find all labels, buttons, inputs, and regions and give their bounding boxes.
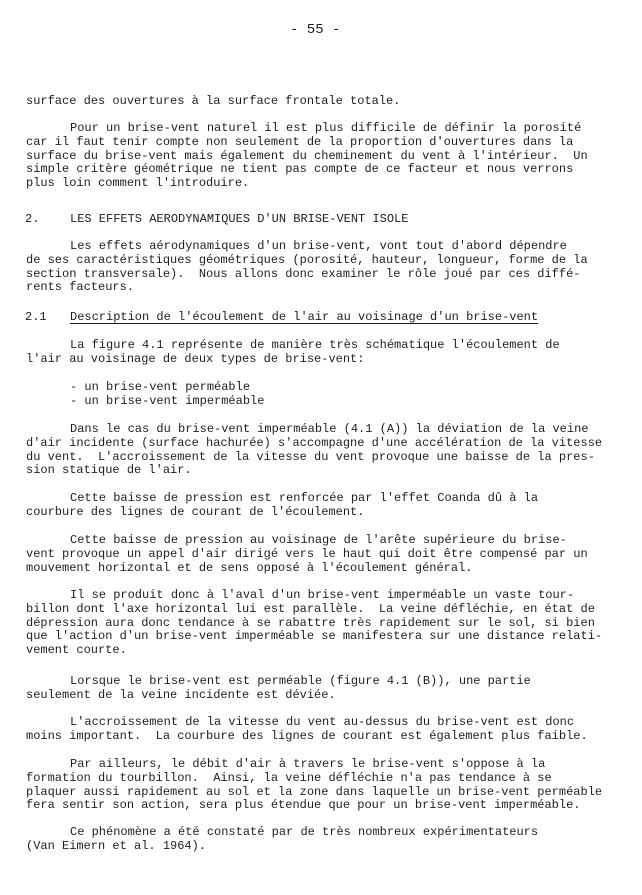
paragraph-line: plus loin comment l'introduire. bbox=[26, 176, 250, 191]
paragraph-line: de ses caractéristiques géométriques (porosité, hauteur, longueur, forme de la bbox=[26, 252, 588, 267]
paragraph-line: courbure des lignes de courant de l'écoulement. bbox=[26, 504, 365, 519]
paragraph-line: l'air au voisinage de deux types de brise-vent: bbox=[26, 351, 365, 366]
list-item: - un brise-vent perméable bbox=[70, 380, 251, 394]
paragraph-line: plaquer aussi rapidement au sol et la zone dans laquelle un brise-vent perméable bbox=[26, 784, 603, 799]
paragraph-line: vement courte. bbox=[26, 643, 127, 658]
paragraph-line: Cette baisse de pression est renforcée par l'effet Coanda dû à la bbox=[70, 491, 539, 505]
paragraph-line: dépression aura donc tendance à se rabattre très rapidement sur le sol, si bien bbox=[26, 615, 595, 630]
section-heading: LES EFFETS AERODYNAMIQUES D'UN BRISE-VENT ISOLE bbox=[70, 212, 409, 226]
paragraph-line: Il se produit donc à l'aval d'un brise-vent imperméable un vaste tour- bbox=[70, 588, 575, 602]
paragraph-line: d'air incidente (surface hachurée) s'accompagne d'une accélération de la vitesse bbox=[26, 435, 603, 450]
paragraph-line: simple critère géométrique ne tient pas compte de ce facteur et nous verrons bbox=[26, 162, 574, 177]
paragraph-line: mouvement horizontal et de sens opposé à l'écoulement général. bbox=[26, 560, 473, 575]
paragraph-line: Cette baisse de pression au voisinage de l'arête supérieure du brise- bbox=[70, 533, 567, 547]
paragraph-line: (Van Eimern et al. 1964). bbox=[26, 838, 207, 853]
paragraph-line: du vent. L'accroissement de la vitesse du vent provoque une baisse de la pres- bbox=[26, 449, 595, 464]
paragraph-line: surface du brise-vent mais également du cheminement du vent à l'intérieur. Un bbox=[26, 148, 588, 163]
paragraph-line: car il faut tenir compte non seulement de la proportion d'ouvertures dans la bbox=[26, 134, 574, 149]
paragraph-line: surface des ouvertures à la surface frontale totale. bbox=[26, 94, 401, 108]
paragraph-line: seulement de la veine incidente est déviée. bbox=[26, 687, 336, 702]
paragraph-line: billon dont l'axe horizontal lui est parallèle. La veine défléchie, en état de bbox=[26, 601, 595, 616]
paragraph-line: Les effets aérodynamiques d'un brise-vent, vont tout d'abord dépendre bbox=[70, 239, 567, 253]
paragraph-line: fera sentir son action, sera plus étendue que pour un brise-vent imperméable. bbox=[26, 798, 581, 813]
paragraph-line: formation du tourbillon. Ainsi, la veine défléchie n'a pas tendance à se bbox=[26, 770, 552, 785]
section-heading: Description de l'écoulement de l'air au voisinage d'un brise-vent bbox=[70, 310, 539, 324]
paragraph-line: Pour un brise-vent naturel il est plus difficile de définir la porosité bbox=[70, 121, 582, 135]
paragraph-line: moins important. La courbure des lignes de courant est également plus faible. bbox=[26, 728, 588, 743]
list-item: - un brise-vent imperméable bbox=[70, 393, 265, 408]
paragraph-line: La figure 4.1 représente de manière très schématique l'écoulement de bbox=[70, 338, 560, 352]
page-number: - 55 - bbox=[290, 22, 341, 38]
paragraph-line: L'accroissement de la vitesse du vent au-dessus du brise-vent est donc bbox=[70, 715, 575, 729]
paragraph-line: Par ailleurs, le débit d'air à travers le brise-vent s'oppose à la bbox=[70, 757, 546, 771]
section-number: 2.1 bbox=[25, 310, 47, 324]
paragraph-line: sion statique de l'air. bbox=[26, 463, 192, 478]
paragraph-line: Ce phénomène a été constaté par de très nombreux expérimentateurs bbox=[70, 825, 539, 839]
paragraph-line: Dans le cas du brise-vent imperméable (4.1 (A)) la déviation de la veine bbox=[70, 422, 589, 436]
paragraph-line: section transversale). Nous allons donc examiner le rôle joué par ces diffé- bbox=[26, 266, 581, 281]
paragraph-line: Lorsque le brise-vent est perméable (figure 4.1 (B)), une partie bbox=[70, 674, 531, 688]
paragraph-line: vent provoque un appel d'air dirigé vers le haut qui doit être compensé par un bbox=[26, 546, 588, 561]
paragraph-line: que l'action d'un brise-vent imperméable se manifestera sur une distance relati- bbox=[26, 629, 603, 644]
paragraph-line: rents facteurs. bbox=[26, 280, 135, 295]
section-number: 2. bbox=[25, 212, 40, 226]
